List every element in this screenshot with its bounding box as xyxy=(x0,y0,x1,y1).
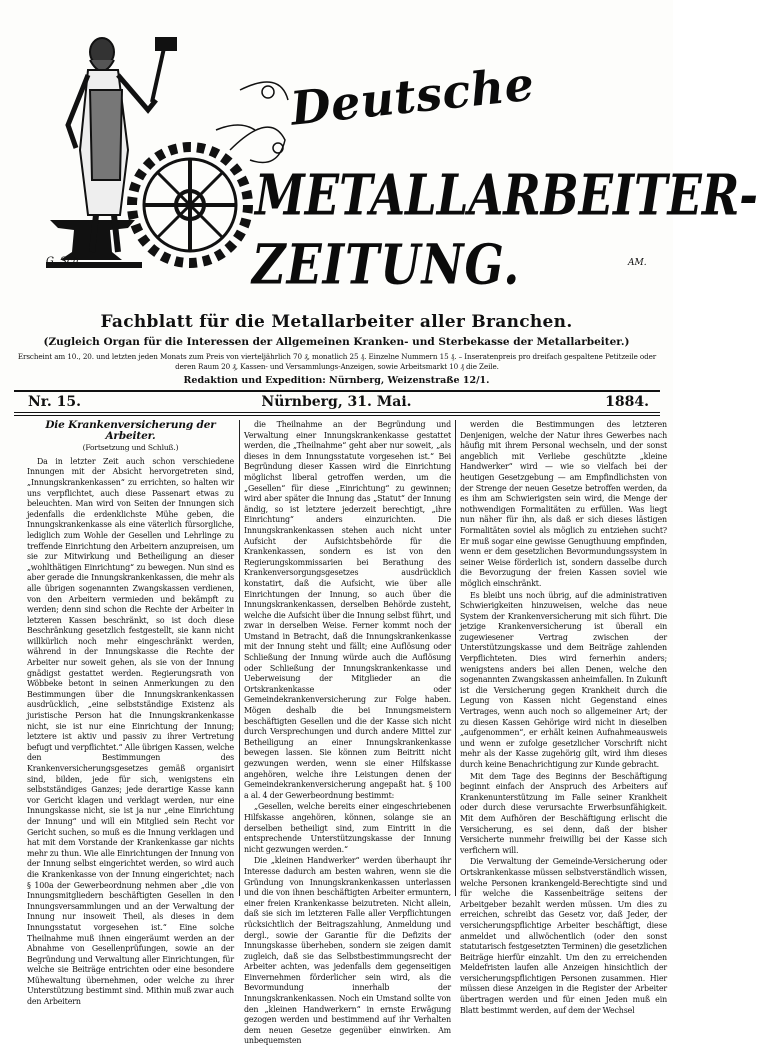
masthead xyxy=(0,0,758,312)
column-separator xyxy=(455,420,456,896)
paragraph: Es bleibt uns noch übrig, auf die administrativen Schwierigkeiten hinzuweisen, welche das neue System der Krankenversicherung mit sich führt. Die jetzige Krankenversicherung ist überall ein zugewiesener Vertrag zwischen der Unterstützungskasse und dem Beiträge zahlenden Verpflichteten. Dies wird fernerhin anders; wenigstens anders bei allen Denen, welche den sogenannten Zwangskassen anheimfallen. In Zukunft ist die Versicherung gegen Krankheit durch die Legung von Kassen nicht Gegenstand eines Vertrages, wenn auch noch so allgemeiner Art; der zu diesen Kassen Gehörige wird nicht in dieselben „aufgenommen“, er erhält keinen Aufnahmeausweis und wenn er zufolge gesetzlicher Vorschrift nicht mehr als der Kasse zugehörig gilt, wird ihm dieses durch keine Benachrichtigung zur Kunde gebracht. xyxy=(460,590,667,769)
rule-top xyxy=(14,390,660,392)
column-separator xyxy=(239,420,240,896)
column-2 xyxy=(244,420,451,1046)
issue-place-date: Nürnberg, 31. Mai. xyxy=(261,394,412,410)
paragraph: die Theilnahme an der Begründung und Verwaltung einer Innungskrankenkasse gestattet werden, die „Theilnahme“ geht aber nur soweit, „als dieses in dem Innungsstatute vorgesehen ist.“ Bei Begründung dieser Kassen wird die Einrichtung möglichst liberal getroffen werden, um die „Gesellen“ für diese „Einrichtung“ zu gewinnen; wird aber später die Innung das „Statut“ der Innung ändig, so ist letztere jederzeit berechtigt, „ihre Einrichtung“ anders einzurichten. Die Innungskrankenkassen stehen auch nicht unter Aufsicht der Aufsichtsbehörde für die Krankenkassen, sondern es ist von den Regierungskommissarien bei Berathung des Krankenversorgungsgesetzes ausdrücklich konstatirt, daß die Aufsicht, wie über alle Einrichtungen der Innung, so auch über die Innungskrankenkassen, derselben Behörde zusteht, welche die Aufsicht über die Innung selbst führt, und zwar in derselben Weise. Ferner kommt noch der Umstand in Betracht, daß die Innungskrankenkasse mit der Innung steht und fällt; eine Auflösung oder Schließung der Innung würde auch die Auflösung oder Schließung der Innungskrankenkasse und Ueberweisung der Mitglieder an die Ortskrankenkasse oder Gemeindekrankenversicherung zur Folge haben. Mögen deshalb die bei Innungsmeistern beschäftigten Gesellen und die der Kasse sich nicht durch Versprechungen und durch andere Mittel zur Betheiligung an einer Innungskrankenkasse bewegen lassen. Sie können zum Beitritt nicht gezwungen werden, wenn sie einer Hilfskasse angehören, welche ihre Leistungen denen der Gemeindekrankenversicherung angepaßt hat. § 100 a al. 4 der Gewerbeordnung bestimmt: xyxy=(244,420,451,800)
masthead-title-line2: METALLARBEITER- xyxy=(255,162,758,229)
masthead-title-line1: Deutsche xyxy=(288,56,537,136)
gear-wheel xyxy=(132,147,248,263)
paragraph: Mit dem Tage des Beginns der Beschäftigung beginnt einfach der Anspruch des Arbeiters auf Krankenunterstützung im Falle seiner Krankheit oder durch diese verursachte Erwerbsunfähigkeit. Mit dem Aufhören der Beschäftigung erlischt die Versicherung, es sei denn, daß der bisher Versicherte nunmehr freiwillig bei der Kasse sich verfichern will. xyxy=(460,771,667,855)
paragraph: „Gesellen, welche bereits einer eingeschriebenen Hilfskasse angehören, können, solange sie an derselben betheiligt sind, zum Eintritt in die entsprechende Unterstützungskasse der Innung nicht gezwungen werden.“ xyxy=(244,802,451,854)
subscription-notice: Erscheint am 10., 20. und letzten jeden Monats zum Preis von vierteljährlich 70 ₰, monatlich 25 ₰. Einzelne Nummern 15 ₰. – Inseratenpreis pro dreifach gespaltene Petitzeile oder deren Raum 20 ₰, Kassen- und Versammlungs-Anzeigen, sowie Arbeitsmarkt 10 ₰ die Zeile. xyxy=(17,352,657,371)
artist-signature: G. Sch. xyxy=(46,256,83,267)
rule-bottom xyxy=(14,412,660,413)
paragraph: werden die Bestimmungen des letzteren Denjenigen, welche der Natur ihres Gewerbes nach häufig mit ihrem Personal wechseln, und der sonst angeblich mit Verliebe geschützte „kleine Handwerker“ wird — wie so vielfach bei der heutigen Gesetzgebung — am Empfindlichsten von der Strenge der neuen Gesetze betroffen werden, da es ihm am Schwierigsten sein wird, die Menge der nothwendigen Formalitäten zu erfüllen. Was liegt nun näher für ihn, als daß er sich dieses lästigen Formalitäten soviel als möglich zu entziehen sucht? Er muß sogar eine gewisse Genugthuung empfinden, wenn er dem gesetzlichen Bevormundungssystem in seiner Weise förderlich ist, sondern dasselbe durch die Bevorzugung der freien Kassen soviel wie möglich einschränkt. xyxy=(460,420,667,588)
paragraph: Die „kleinen Handwerker“ werden überhaupt ihr Interesse dadurch am besten wahren, wenn sie die Gründung von Innungskrankenkassen unterlassen und die von ihnen beschäftigten Arbeiter ermuntern, einer freien Krankenkasse beizutreten. Nicht allein, daß sie sich im letzteren Falle aller Verpflichtungen rücksichtlich der Beitragszahlung, Anmeldung und dergl., sowie der Garantie für die Defizits der Innungskasse überheben, sondern sie zeigen damit zugleich, daß sie das Selbstbestimmungsrecht der Arbeiter achten, was jedenfalls dem gegenseitigen Einvernehmen förderlicher sein wird, als die Bevormundung innerhalb der Innungskrankenkassen. Noch ein Umstand sollte von den „kleinen Handwerkern“ in ernste Erwägung gezogen werden und bestimmend auf ihr Verhalten dem neuen Gesetze gegenüber einwirken. Am unbequemsten xyxy=(244,856,451,1046)
issue-number: Nr. 15. xyxy=(28,394,81,410)
subtitle-main: Fachblatt für die Metallarbeiter aller Branchen. xyxy=(100,312,573,332)
engraver-mark: AM. xyxy=(628,258,647,268)
article-title: Die Krankenversicherung der Arbeiter. xyxy=(45,419,216,442)
paragraph: Da in letzter Zeit auch schon verschiedene Innungen mit der Absicht hervorgetreten sind, „Innungskrankenkassen“ zu errichten, so halten wir uns verpflichtet, auch diese Passenart etwas zu beleuchten. Man wird von Seiten der Innungen sich jedenfalls die erdenklichste Mühe geben, die Innungskrankenkasse als eine väterlich fürsorgliche, lediglich zum Wohle der Gesellen und Lehrlinge zu treffende Einrichtung den Arbeitern anzupreisen, um sie zur Mitwirkung und Betheiligung an dieser „wohlthätigen Einrichtung“ zu bewegen. Nun sind es aber gerade die Innungskrankenkassen, die mehr als alle übrigen sogenannten Zwangskassen verdienen, von den Arbeitern vermieden und bekämpft zu werden; denn sind schon die Rechte der Arbeiter in letzteren Kassen beschränkt, so ist doch diese Beschränkung gesetzlich festgestellt, sie kann nicht willkürlich noch mehr eingeschränkt werden, während in der Innungskasse die Rechte der Arbeiter nur soweit gehen, als sie von der Innung gnädigst gestattet werden. Regierungsrath von Wöbbeke betont in seinen Anmerkungen zu den Bestimmungen über die Innungskrankenkassen ausdrücklich, „eine selbstständige Existenz als juristische Person hat die Innungskrankenkasse nicht, sie ist nur eine Einrichtung der Innung; letztere ist aktiv und passiv zu ihrer Vertretung befugt und verpflichtet.“ Alle übrigen Kassen, welche den Bestimmungen des Krankenversicherungsgesetzes gemäß organisirt sind, bilden, jede für sich, wenigstens ein selbstständiges Ganzes; jede derartige Kasse kann vor Gericht klagen und verklagt werden, nur eine Innungskasse nicht, sie ist ja nur „eine Einrichtung der Innung“ und will ein Mitglied sein Recht vor Gericht suchen, so muß es die Innung verklagen und hat mit dem Vorstande der Krankenkasse gar nichts mehr zu thun. Wie alle Einrichtungen der Innung von der Innung selbst eingerichtet werden, so wird auch die Krankenkasse von der Innung eingerichtet; nach § 100a der Gewerbeordnung nehmen aber „die von Innungsmitgliedern beschäftigten Gesellen in den Innungsversammlungen und an der Verwaltung der Innung nur insoweit Theil, als dieses in dem Innungsstatut vorgesehen ist.“ Eine solche Theilnahme muß ihnen eingeräumt werden an der Abnahme von Gesellenprüfungen, sowie an der Begründung und Verwaltung aller Einrichtungen, für welche sie Beiträge entrichten oder eine besondere Mühewaltung übernehmen, oder welche zu ihrer Unterstützung bestimmt sind. Mithin muß zwar auch den Arbeitern xyxy=(27,456,234,1007)
issue-year: 1884. xyxy=(605,394,649,410)
smith-figure xyxy=(68,38,176,252)
editorial-address: Redaktion und Expedition: Nürnberg, Weizenstraße 12/1. xyxy=(183,375,490,386)
rule-bottom-double xyxy=(14,415,660,416)
paragraph: Die Verwaltung der Gemeinde-Versicherung oder Ortskrankenkasse müssen selbstverständlich wissen, welche Personen krankengeld-Berechtigte sind und für welche die Kassenbeiträge seitens der Arbeitgeber bezahlt werden müssen. Um dies zu erreichen, schreibt das Gesetz vor, daß Jeder, der versicherungspflichtige Arbeiter beschäftigt, diese anmeldet und allwöchentlich (oder den sonst statutarisch festgesetzten Terminen) die gesetzlichen Beiträge hierfür einzahlt. Um den zu erreichenden Meldefristen laufen alle Anzeigen hinsichtlich der versicherungspflichtigen Personen zusammen. Hier müssen diese Anzeigen in die Register der Arbeiter übertragen werden und für einen Jeden muß ein Blatt bestimmt werden, auf dem der Wechsel xyxy=(460,857,667,1015)
column-3 xyxy=(460,420,667,1015)
article-subtitle: (Fortsetzung und Schluß.) xyxy=(82,443,179,453)
ornament-vines xyxy=(216,82,288,163)
column-1 xyxy=(27,419,234,1007)
masthead-title-line3: ZEITUNG. xyxy=(252,232,521,297)
subtitle-organ: (Zugleich Organ für die Interessen der Allgemeinen Kranken- und Sterbekasse der Metallarbeiter.) xyxy=(43,336,630,348)
